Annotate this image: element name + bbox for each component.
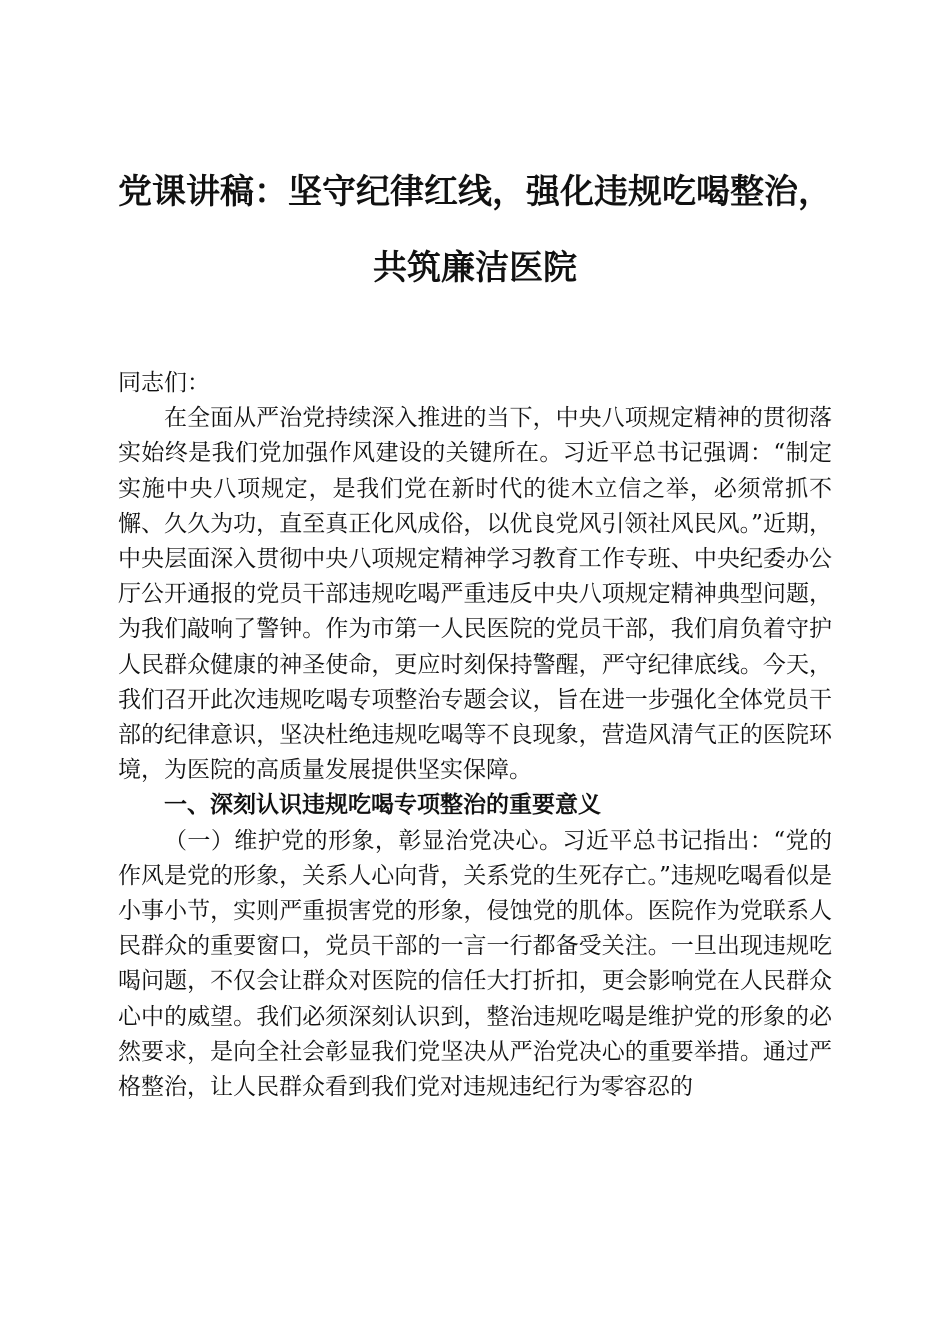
salutation: 同志们： (118, 370, 210, 396)
document-title-line-2: 共筑廉洁医院 (373, 248, 577, 288)
document-body (118, 366, 832, 1105)
paragraph-intro: 在全面从严治党持续深入推进的当下，中央八项规定精神的贯彻落实始终是我们党加强作风建设的关键所在。习近平总书记强调：“制定实施中央八项规定，是我们党在新时代的徙木立信之举，必须常抓不懈、久久为功，直至真正化风成俗，以优良党风引领社风民风。”近期，中央层面深入贯彻中央八项规定精神学习教育工作专班、中央纪委办公厅公开通报的党员干部违规吃喝严重违反中央八项规定精神典型问题，为我们敲响了警钟。作为市第一人民医院的党员干部，我们肩负着守护人民群众健康的神圣使命，更应时刻保持警醒，严守纪律底线。今天，我们召开此次违规吃喝专项整治专题会议，旨在进一步强化全体党员干部的纪律意识，坚决杜绝违规吃喝等不良现象，营造风清气正的医院环境，为医院的高质量发展提供坚实保障。 (118, 405, 832, 784)
document-title-line-1: 党课讲稿：坚守纪律红线，强化违规吃喝整治， (118, 172, 832, 212)
section-heading: 一、深刻认识违规吃喝专项整治的重要意义 (164, 792, 601, 819)
paragraph-section-1-1: （一）维护党的形象，彰显治党决心。习近平总书记指出：“党的作风是党的形象，关系人心向背，关系党的生死存亡。”违规吃喝看似是小事小节，实则严重损害党的形象，侵蚀党的肌体。医院作为党联系人民群众的重要窗口，党员干部的一言一行都备受关注。一旦出现违规吃喝问题，不仅会让群众对医院的信任大打折扣，更会影响党在人民群众心中的威望。我们必须深刻认识到，整治违规吃喝是维护党的形象的必然要求，是向全社会彰显我们党坚决从严治党决心的重要举措。通过严格整治，让人民群众看到我们党对违规违纪行为零容忍的 (118, 827, 832, 1101)
